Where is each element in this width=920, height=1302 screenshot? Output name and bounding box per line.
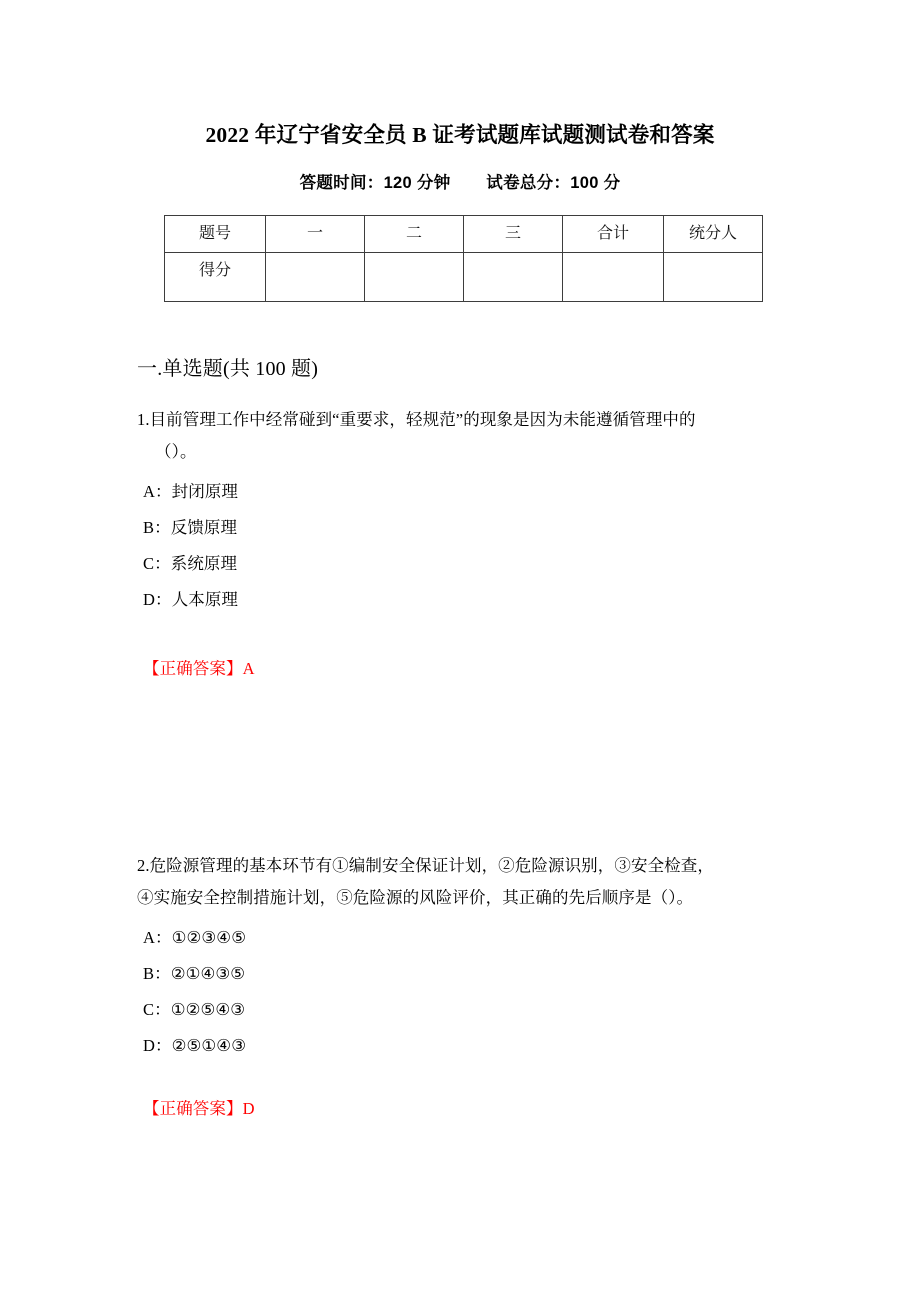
option-c[interactable] — [137, 546, 800, 582]
option-list — [137, 920, 800, 1064]
header-cell-section-2: 二 — [365, 215, 464, 252]
option-a[interactable] — [137, 474, 800, 510]
correct-answer-line — [137, 1094, 800, 1124]
score-table-wrapper — [164, 215, 756, 302]
option-d[interactable] — [137, 1028, 800, 1064]
option-d-text: ②⑤①④③ — [171, 1035, 247, 1055]
question-item — [137, 404, 800, 684]
option-a-label: A： — [143, 927, 172, 947]
option-d-label: D： — [143, 1035, 172, 1055]
option-d-text: 人本原理 — [171, 589, 239, 609]
answer-spacer — [137, 1064, 800, 1094]
header-cell-scorer: 统分人 — [664, 215, 763, 252]
total-score-label: 试卷总分：100 分 — [486, 173, 621, 192]
question-body: 目前管理工作中经常碰到“重要求，轻规范”的现象是因为未能遵循管理中的 — [149, 409, 696, 429]
row-label-score: 得分 — [165, 252, 266, 301]
correct-answer-tag: 【正确答案】 — [143, 1098, 243, 1118]
answer-spacer — [137, 618, 800, 654]
option-b[interactable] — [137, 956, 800, 992]
correct-answer-tag: 【正确答案】 — [143, 658, 243, 678]
score-cell-section-1[interactable] — [266, 252, 365, 301]
question-stem — [137, 850, 800, 914]
question-number: 2. — [137, 855, 150, 875]
option-b[interactable] — [137, 510, 800, 546]
table-row-score — [165, 252, 763, 301]
option-d-label: D： — [143, 589, 172, 609]
header-cell-total: 合计 — [563, 215, 664, 252]
score-cell-total[interactable] — [563, 252, 664, 301]
option-b-text: 反馈原理 — [170, 517, 238, 537]
question-body-continued: ④实施安全控制措施计划，⑤危险源的风险评价，其正确的先后顺序是（）。 — [137, 887, 694, 907]
option-c-label: C： — [143, 999, 171, 1019]
correct-answer-value: D — [242, 1098, 255, 1118]
option-b-label: B： — [143, 517, 171, 537]
score-cell-section-2[interactable] — [365, 252, 464, 301]
option-c[interactable] — [137, 992, 800, 1028]
option-b-text: ②①④③⑤ — [170, 963, 246, 983]
option-d[interactable] — [137, 582, 800, 618]
exam-meta-line — [0, 149, 920, 193]
question-number: 1. — [137, 409, 150, 429]
option-a-text: ①②③④⑤ — [171, 927, 247, 947]
option-c-label: C： — [143, 553, 171, 573]
question-item — [137, 850, 800, 1124]
option-a-label: A： — [143, 481, 172, 501]
score-cell-scorer[interactable] — [664, 252, 763, 301]
correct-answer-value: A — [242, 658, 255, 678]
header-cell-question-no: 题号 — [165, 215, 266, 252]
correct-answer-line — [137, 654, 800, 684]
section-heading-single-choice: 一.单选题(共 100 题) — [137, 357, 319, 380]
question-stem — [137, 404, 800, 468]
option-c-text: 系统原理 — [170, 553, 238, 573]
option-a-text: 封闭原理 — [171, 481, 239, 501]
exam-content — [0, 356, 920, 1124]
header-cell-section-3: 三 — [464, 215, 563, 252]
question-body-continued: （）。 — [155, 441, 197, 461]
option-c-text: ①②⑤④③ — [170, 999, 246, 1019]
table-row-header — [165, 215, 763, 252]
option-b-label: B： — [143, 963, 171, 983]
answer-time-label: 答题时间：120 分钟 — [299, 173, 451, 192]
score-table — [164, 215, 763, 302]
question-body: 危险源管理的基本环节有①编制安全保证计划，②危险源识别，③安全检查， — [149, 855, 714, 875]
page-title: 2022 年辽宁省安全员 B 证考试题库试题测试卷和答案 — [205, 123, 715, 147]
score-cell-section-3[interactable] — [464, 252, 563, 301]
option-list — [137, 474, 800, 618]
header-cell-section-1: 一 — [266, 215, 365, 252]
option-a[interactable] — [137, 920, 800, 956]
question-gap-spacer — [137, 684, 800, 850]
